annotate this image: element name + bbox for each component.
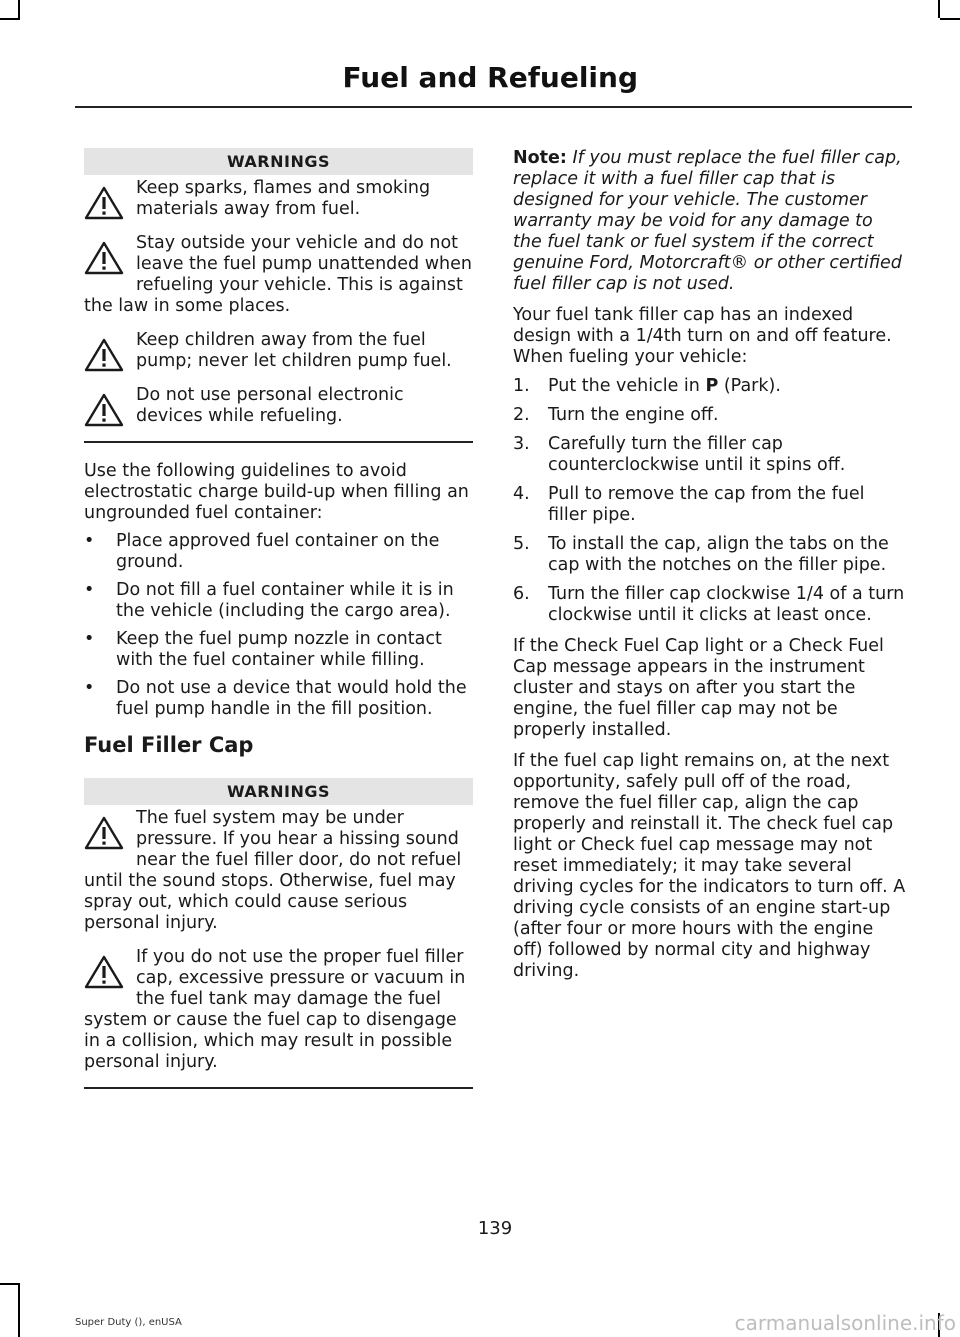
header-rule (75, 106, 912, 108)
step-item (513, 534, 906, 576)
warning-text: Stay outside your vehicle and do not leave the fuel pump unattended when refueling your vehicle. This is against the law in some places. (84, 233, 472, 316)
crop-mark (18, 0, 20, 18)
step-number: 5. (513, 534, 530, 554)
crop-mark (940, 18, 960, 20)
warning-item (84, 947, 473, 1073)
page-title: Fuel and Refueling (342, 61, 638, 94)
step-item (513, 434, 906, 476)
warning-item (84, 330, 473, 372)
step-number: 4. (513, 484, 530, 504)
bullet-mark: • (84, 678, 95, 698)
step-item (513, 405, 906, 426)
list-item-text: Place approved fuel container on the ground. (116, 531, 440, 572)
page-number: 139 (477, 1218, 513, 1239)
warnings-box (84, 778, 473, 1089)
warning-text: The fuel system may be under pressure. If you hear a hissing sound near the fuel filler door, do not refuel until the sound stops. Otherwise, fuel may spray out, which could cause serious personal injury. (84, 808, 462, 933)
step-item (513, 584, 906, 626)
bullet-mark: • (84, 580, 95, 600)
warning-item (84, 178, 473, 220)
warning-item (84, 233, 473, 317)
warning-triangle-icon (84, 233, 136, 277)
step-text: Put the vehicle in (548, 376, 706, 396)
crop-mark (0, 1283, 20, 1285)
right-column (513, 148, 906, 982)
warning-text: If you do not use the proper fuel filler cap, excessive pressure or vacuum in the fuel tank may damage the fuel system or cause the fuel cap to disengage in a collision, which may result in possible personal injury. (84, 947, 466, 1072)
step-text: Pull to remove the cap from the fuel filler pipe. (548, 484, 865, 525)
watermark: carmanualsonline.info (734, 1311, 956, 1335)
list-item-text: Keep the fuel pump nozzle in contact with the fuel container while filling. (116, 629, 442, 670)
list-item (84, 629, 473, 671)
warning-triangle-icon (84, 808, 136, 852)
warnings-box (84, 148, 473, 443)
step-text: (Park). (718, 376, 781, 396)
list-item (84, 531, 473, 573)
crop-mark (938, 0, 940, 18)
body-paragraph: If the fuel cap light remains on, at the next opportunity, safely pull off of the road, remove the fuel filler cap, align the cap properly and reinstall it. The check fuel cap light or Check fuel cap message may not reset immediately; it may take several driving cycles for the indicators to turn off. A driving cycle consists of an engine start-up (after four or more hours with the engine off) followed by normal city and highway driving. (513, 751, 906, 981)
step-text: Carefully turn the filler cap counterclockwise until it spins off. (548, 434, 846, 475)
crop-mark (18, 1283, 20, 1337)
step-number: 1. (513, 376, 530, 396)
warning-item (84, 808, 473, 934)
warning-triangle-icon (84, 385, 136, 429)
intro-paragraph: Your fuel tank filler cap has an indexed design with a 1/4th turn on and off feature. When fueling your vehicle: (513, 305, 892, 367)
body-paragraph: If the Check Fuel Cap light or a Check Fuel Cap message appears in the instrument cluster and stays on after you start the engine, the fuel filler cap may not be properly installed. (513, 636, 884, 740)
intro-paragraph: Use the following guidelines to avoid electrostatic charge build-up when filling an ungrounded fuel container: (84, 461, 469, 523)
bullet-mark: • (84, 629, 95, 649)
steps-list (513, 376, 906, 626)
bullet-mark: • (84, 531, 95, 551)
gear-park-label: P (705, 376, 719, 396)
list-item (84, 580, 473, 622)
footer-text: Super Duty (), enUSA (75, 1317, 182, 1328)
step-item (513, 484, 906, 526)
step-text: To install the cap, align the tabs on the cap with the notches on the filler pipe. (548, 534, 889, 575)
note-label: Note: (513, 148, 567, 168)
step-number: 6. (513, 584, 530, 604)
bullet-list (84, 531, 473, 720)
warning-triangle-icon (84, 947, 136, 991)
warning-triangle-icon (84, 330, 136, 374)
step-item (513, 376, 906, 397)
warning-text: Keep children away from the fuel pump; never let children pump fuel. (136, 330, 452, 371)
list-item-text: Do not fill a fuel container while it is in the vehicle (including the cargo area). (116, 580, 454, 621)
left-column (84, 148, 473, 1089)
section-title: Fuel Filler Cap (84, 733, 254, 757)
step-text: Turn the engine off. (548, 405, 719, 425)
crop-mark (0, 18, 20, 20)
step-number: 3. (513, 434, 530, 454)
warnings-heading: WARNINGS (84, 148, 473, 175)
warning-text: Do not use personal electronic devices while refueling. (136, 385, 404, 426)
warnings-heading: WARNINGS (84, 778, 473, 805)
step-text: Turn the filler cap clockwise 1/4 of a turn clockwise until it clicks at least once. (548, 584, 905, 625)
note-text: If you must replace the fuel filler cap, replace it with a fuel filler cap that is designed for your vehicle. The customer warranty may be void for any damage to the fuel tank or fuel system if the correct genuine Ford, Motorcraft® or other certified fuel filler cap is not used. (513, 148, 902, 294)
step-number: 2. (513, 405, 530, 425)
note-paragraph (513, 148, 906, 295)
warning-triangle-icon (84, 178, 136, 222)
list-item (84, 678, 473, 720)
warning-text: Keep sparks, flames and smoking materials away from fuel. (136, 178, 431, 219)
warning-item (84, 385, 473, 427)
list-item-text: Do not use a device that would hold the fuel pump handle in the fill position. (116, 678, 467, 719)
